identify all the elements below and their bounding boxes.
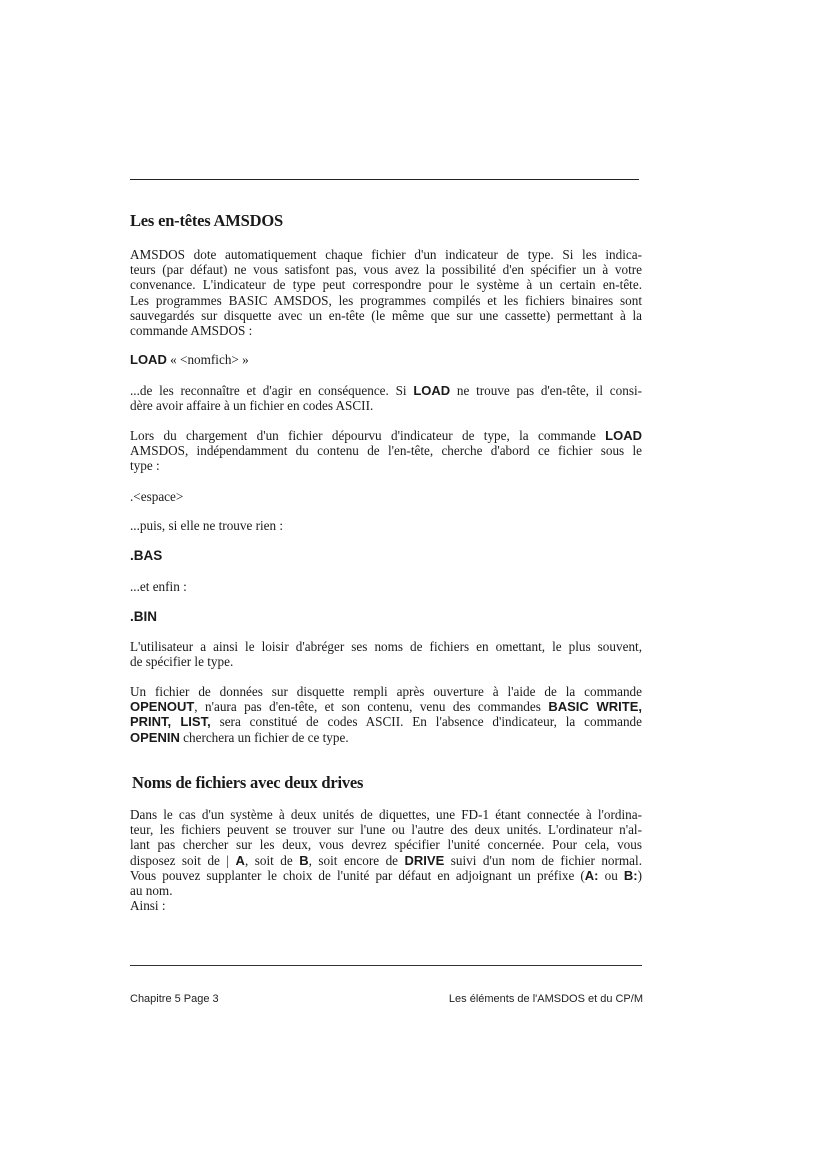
text-line: au nom. — [130, 883, 173, 899]
extension-space: .<espace> — [130, 489, 184, 504]
section-heading-amsdos-headers: Les en-têtes AMSDOS — [130, 211, 283, 230]
text-line: OPENOUT, n'aura pas d'en-tête, et son contenu, venu des commandes BASIC WRITE, — [130, 699, 642, 715]
text-line: teurs (par défaut) ne vous satisfont pas, vous avez la possibilité d'en spécifier un à votre — [130, 262, 642, 278]
keyword-b-prefix: B: — [623, 867, 638, 883]
keyword-openin: OPENIN — [130, 729, 180, 745]
keyword-a: A — [235, 852, 245, 868]
text-line: ...de les reconnaître et d'agir en conséquence. Si LOAD ne trouve pas d'en-tête, il consi- — [130, 383, 643, 398]
text-line: Dans le cas d'un système à deux unités de diquettes, une FD-1 étant connectée à l'ordina- — [130, 807, 642, 822]
text-line: L'utilisateur a ainsi le loisir d'abréger ses noms de fichiers en omettant, le plus souvent, — [130, 639, 642, 654]
paragraph-recognition — [130, 383, 642, 413]
text-line: PRINT, LIST, sera constitué de codes ASCII. En l'absence d'indicateur, la commande — [130, 714, 643, 730]
top-rule — [130, 179, 639, 180]
paragraph-intro — [130, 247, 642, 338]
keyword-drive: DRIVE — [404, 852, 445, 868]
paragraph-abbreviation — [130, 639, 642, 669]
bottom-rule — [130, 965, 642, 966]
keyword-print-list: PRINT, LIST, — [130, 714, 211, 730]
text-line: Ainsi : — [130, 898, 166, 914]
text-line: type : — [130, 458, 160, 474]
paragraph-loading — [130, 428, 642, 474]
text-line: Vous pouvez supplanter le choix de l'unité par défaut en adjoignant un préfixe (A: ou B:) — [130, 867, 643, 883]
text-line: sauvegardés sur disquette avec un en-tête (le même que sur une cassette) permettant à la — [130, 307, 642, 323]
keyword-b: B — [299, 852, 309, 868]
text-line: Lors du chargement d'un fichier dépourvu d'indicateur de type, la commande LOAD — [130, 428, 642, 443]
text-line: teur, les fichiers peuvent se trouver sur l'une ou l'autre des deux unités. L'ordinateur n'al- — [130, 822, 642, 838]
load-command-example — [130, 352, 249, 368]
keyword-load: LOAD — [605, 428, 642, 443]
text-line: lant pas chercher sur les deux, vous devrez spécifier l'unité concernée. Pour cela, vous — [130, 837, 642, 853]
keyword-basic-write: BASIC WRITE, — [548, 699, 642, 715]
text-line: dère avoir affaire à un fichier en codes ASCII. — [130, 398, 374, 414]
paragraph-two-drives — [130, 807, 642, 913]
paragraph-data-files — [130, 684, 642, 745]
section-heading-two-drives: Noms de fichiers avec deux drives — [132, 773, 364, 792]
finally-text: ...et enfin : — [130, 579, 187, 594]
text-line: disposez soit de | A, soit de B, soit encore de DRIVE suivi d'un nom de fichier normal. — [130, 852, 642, 868]
keyword-openout: OPENOUT — [130, 699, 195, 715]
load-argument: « <nomfich> » — [166, 352, 249, 367]
keyword-load: LOAD — [130, 352, 167, 367]
extension-bas: .BAS — [130, 548, 163, 563]
footer-chapter-page: Chapitre 5 Page 3 — [130, 993, 219, 1005]
text-line: Un fichier de données sur disquette rempli après ouverture à l'aide de la commande — [130, 684, 642, 699]
then-text: ...puis, si elle ne trouve rien : — [130, 518, 284, 533]
text-line: Les programmes BASIC AMSDOS, les programmes compilés et les fichiers binaires sont — [130, 292, 642, 308]
footer-title: Les éléments de l'AMSDOS et du CP/M — [448, 993, 643, 1005]
text-line: commande AMSDOS : — [130, 323, 253, 339]
extension-bin: .BIN — [130, 609, 157, 624]
text-line: de spécifier le type. — [130, 654, 234, 670]
text-line: OPENIN cherchera un fichier de ce type. — [130, 729, 349, 745]
text-line: AMSDOS, indépendamment du contenu de l'en-tête, cherche d'abord ce fichier sous le — [130, 443, 642, 459]
keyword-a-prefix: A: — [584, 867, 599, 883]
keyword-load: LOAD — [413, 383, 451, 398]
text-line: convenance. L'indicateur de type peut correspondre pour le système à un certain en-tête. — [130, 277, 642, 293]
text-line: AMSDOS dote automatiquement chaque fichier d'un indicateur de type. Si les indica- — [130, 247, 642, 262]
